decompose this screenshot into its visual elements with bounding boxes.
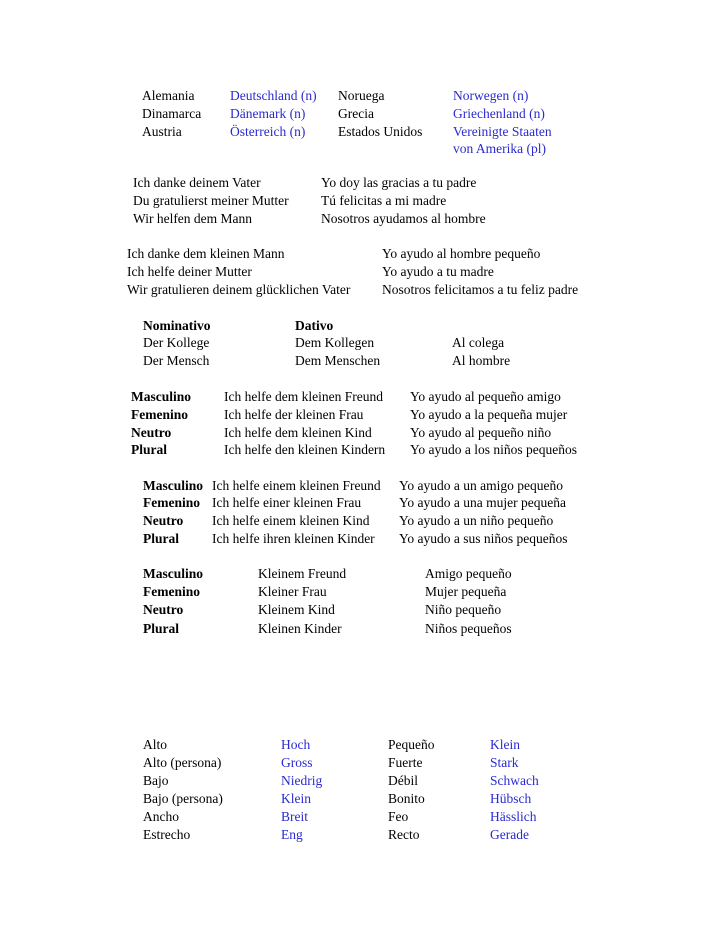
adjective-de: Breit [281, 809, 308, 824]
no-article-row [0, 565, 728, 583]
gender-label: Plural [131, 442, 167, 457]
adjective-de: Klein [490, 737, 520, 752]
country-row [0, 105, 728, 123]
sentence-es: Yo ayudo a un niño pequeño [399, 513, 554, 528]
gender-label: Femenino [143, 495, 200, 510]
dative-verb-row [0, 210, 728, 228]
adjective-de: Hässlich [490, 809, 537, 824]
indef-article-row [0, 512, 728, 530]
vocab-row [0, 826, 728, 844]
sentence-de: Ich helfe einem kleinen Freund [212, 478, 381, 493]
header-nominativo: Nominativo [143, 318, 211, 333]
nominative-form: Der Mensch [143, 353, 210, 368]
phrase-es: Mujer pequeña [425, 584, 507, 599]
sentence-es: Yo doy las gracias a tu padre [321, 175, 477, 190]
sentence-de: Ich danke deinem Vater [133, 175, 261, 190]
sentence-de: Ich helfe ihren kleinen Kinder [212, 531, 375, 546]
adjective-es: Pequeño [388, 737, 435, 752]
adjective-de: Klein [281, 791, 311, 806]
gender-label: Masculino [143, 566, 204, 581]
sentence-de: Du gratulierst meiner Mutter [133, 193, 289, 208]
no-article-row [0, 620, 728, 638]
no-article-row [0, 601, 728, 619]
sentence-es: Yo ayudo al pequeño amigo [410, 389, 561, 404]
sentence-es: Tú felicitas a mi madre [321, 193, 447, 208]
adjective-de: Hoch [281, 737, 311, 752]
adjective-de: Gross [281, 755, 313, 770]
country-es: Alemania [142, 88, 195, 103]
gender-label: Neutro [143, 513, 184, 528]
sentence-es: Nosotros ayudamos al hombre [321, 211, 486, 226]
dative-form: Dem Menschen [295, 353, 381, 368]
sentence-es: Nosotros felicitamos a tu feliz padre [382, 282, 579, 297]
sentence-de: Ich helfe den kleinen Kindern [224, 442, 386, 457]
def-article-row [0, 388, 728, 406]
gender-label: Femenino [143, 584, 200, 599]
adjective-de: Schwach [490, 773, 539, 788]
country-es: Austria [142, 124, 182, 139]
vocab-row [0, 736, 728, 754]
sentence-es: Yo ayudo a los niños pequeños [410, 442, 578, 457]
adjective-es: Bonito [388, 791, 425, 806]
adjective-de: Niedrig [281, 773, 323, 788]
spanish-form: Al colega [452, 335, 505, 350]
adjective-es: Bajo [143, 773, 169, 788]
vocab-row [0, 790, 728, 808]
sentence-es: Yo ayudo a una mujer pequeña [399, 495, 566, 510]
sentence-es: Yo ayudo a tu madre [382, 264, 494, 279]
sentence-de: Ich helfe dem kleinen Kind [224, 425, 372, 440]
adjective-de: Hübsch [490, 791, 532, 806]
def-article-row [0, 406, 728, 424]
gender-label: Masculino [143, 478, 204, 493]
phrase-es: Niño pequeño [425, 602, 502, 617]
country-de: Griechenland (n) [453, 106, 545, 121]
no-article-row [0, 583, 728, 601]
sentence-es: Yo ayudo a sus niños pequeños [399, 531, 568, 546]
vocab-row [0, 754, 728, 772]
gender-label: Neutro [131, 425, 172, 440]
indef-article-row [0, 494, 728, 512]
gender-label: Masculino [131, 389, 192, 404]
adjective-de: Stark [490, 755, 519, 770]
indef-article-row [0, 477, 728, 495]
sentence-de: Ich helfe einer kleinen Frau [212, 495, 362, 510]
adjective-es: Estrecho [143, 827, 191, 842]
dative-adj-row [0, 281, 728, 299]
vocab-row [0, 808, 728, 826]
adjective-es: Alto (persona) [143, 755, 222, 770]
indef-article-row [0, 530, 728, 548]
country-de: Norwegen (n) [453, 88, 529, 103]
sentence-de: Ich helfe der kleinen Frau [224, 407, 364, 422]
def-article-row [0, 441, 728, 459]
dative-verb-row [0, 192, 728, 210]
case-table-header [0, 317, 728, 335]
country-de-continuation: von Amerika (pl) [453, 141, 546, 156]
adjective-es: Alto [143, 737, 168, 752]
country-row [0, 87, 728, 105]
country-es: Dinamarca [142, 106, 202, 121]
adjective-es: Bajo (persona) [143, 791, 223, 806]
sentence-es: Yo ayudo al hombre pequeño [382, 246, 541, 261]
country-de: Österreich (n) [230, 124, 306, 139]
country-es: Noruega [338, 88, 385, 103]
dative-form: Dem Kollegen [295, 335, 375, 350]
sentence-de: Ich helfe dem kleinen Freund [224, 389, 383, 404]
sentence-es: Yo ayudo al pequeño niño [410, 425, 552, 440]
spanish-form: Al hombre [452, 353, 511, 368]
adjective-de: Gerade [490, 827, 529, 842]
dative-verb-row [0, 174, 728, 192]
case-table-row [0, 352, 728, 370]
phrase-de: Kleiner Frau [258, 584, 327, 599]
phrase-de: Kleinen Kinder [258, 621, 342, 636]
sentence-de: Wir gratulieren deinem glücklichen Vater [127, 282, 351, 297]
sentence-es: Yo ayudo a la pequeña mujer [410, 407, 568, 422]
country-de: Vereinigte Staaten [453, 124, 552, 139]
sentence-de: Ich helfe einem kleinen Kind [212, 513, 370, 528]
sentence-de: Wir helfen dem Mann [133, 211, 253, 226]
sentence-de: Ich helfe deiner Mutter [127, 264, 252, 279]
adjective-es: Ancho [143, 809, 179, 824]
adjective-es: Fuerte [388, 755, 423, 770]
header-dativo: Dativo [295, 318, 334, 333]
phrase-de: Kleinem Kind [258, 602, 335, 617]
adjective-es: Recto [388, 827, 420, 842]
adjective-es: Débil [388, 773, 418, 788]
phrase-es: Amigo pequeño [425, 566, 512, 581]
def-article-row [0, 424, 728, 442]
nominative-form: Der Kollege [143, 335, 210, 350]
country-es: Grecia [338, 106, 374, 121]
vocab-row [0, 772, 728, 790]
country-row [0, 123, 728, 141]
phrase-de: Kleinem Freund [258, 566, 347, 581]
dative-adj-row [0, 263, 728, 281]
case-table-row [0, 334, 728, 352]
country-de: Deutschland (n) [230, 88, 317, 103]
gender-label: Femenino [131, 407, 188, 422]
dative-adj-row [0, 245, 728, 263]
adjective-de: Eng [281, 827, 303, 842]
sentence-de: Ich danke dem kleinen Mann [127, 246, 285, 261]
country-de: Dänemark (n) [230, 106, 306, 121]
adjective-es: Feo [388, 809, 409, 824]
gender-label: Plural [143, 621, 179, 636]
country-es: Estados Unidos [338, 124, 423, 139]
country-row-continuation [0, 140, 728, 158]
gender-label: Neutro [143, 602, 184, 617]
gender-label: Plural [143, 531, 179, 546]
sentence-es: Yo ayudo a un amigo pequeño [399, 478, 563, 493]
phrase-es: Niños pequeños [425, 621, 512, 636]
